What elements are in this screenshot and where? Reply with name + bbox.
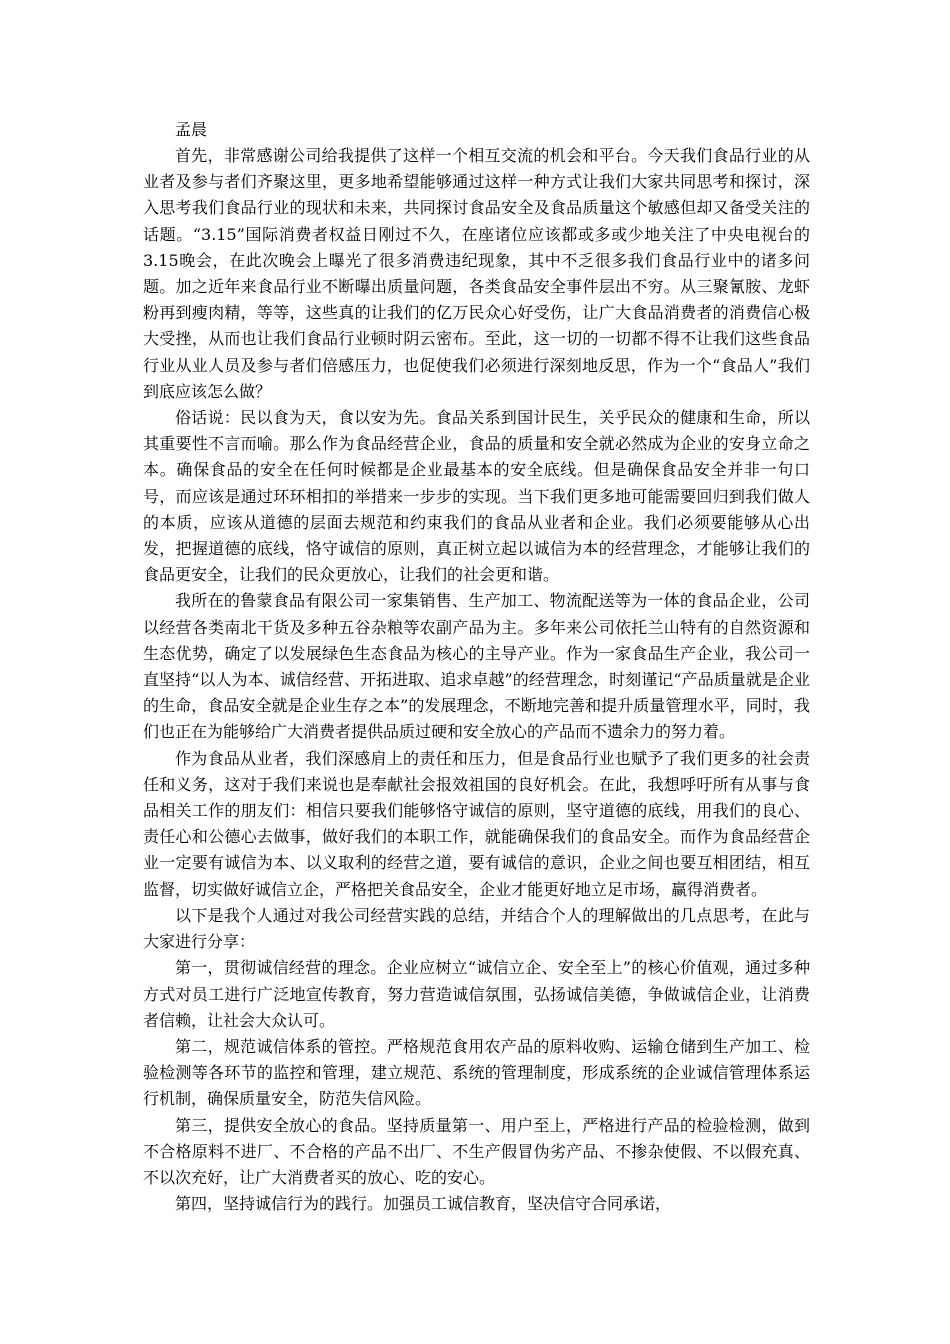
author-name: 孟晨: [175, 120, 208, 139]
paragraph-point-3: 第三，提供安全放心的食品。坚持质量第一、用户至上，严格进行产品的检验检测，做到不合格原料不进厂、不合格的产品不出厂、不生产假冒伪劣产品、不掺杂使假、不以假充真、不以次充好，让广大消费者买的放心、吃的安心。: [143, 1115, 810, 1187]
document-page: [143, 117, 810, 1217]
paragraph-summary-intro: 以下是我个人通过对我公司经营实践的总结，并结合个人的理解做出的几点思考，在此与大家进行分享：: [143, 905, 810, 952]
paragraph-point-2: 第二，规范诚信体系的管控。严格规范食用农产品的原料收购、运输仓储到生产加工、检验检测等各环节的监控和管理，建立规范、系统的管理制度，形成系统的企业诚信管理体系运行机制，确保质量安全，防范失信风险。: [143, 1036, 810, 1109]
paragraph-responsibility: 作为食品从业者，我们深感肩上的责任和压力，但是食品行业也赋予了我们更多的社会责任和义务，这对于我们来说也是奉献社会报效祖国的良好机会。在此，我想呼吁所有从事与食品相关工作的朋友们：相信只要我们能够恪守诚信的原则，坚守道德的底线，用我们的良心、责任心和公德心去做事，做好我们的本职工作，就能确保我们的食品安全。而作为食品经营企业一定要有诚信为本、以义取利的经营之道，要有诚信的意识，企业之间也要互相团结，相互监督，切实做好诚信立企，严格把关食品安全，企业才能更好地立足市场，赢得消费者。: [143, 748, 810, 899]
paragraph-intro: 首先，非常感谢公司给我提供了这样一个相互交流的机会和平台。今天我们食品行业的从业者及参与者们齐聚这里，更多地希望能够通过这样一种方式让我们大家共同思考和探讨，深入思考我们食品行业的现状和未来，共同探讨食品安全及食品质量这个敏感但却又备受关注的话题。“3.15”国际消费者权益日刚过不久，在座诸位应该都或多或少地关注了中央电视台的3.15晚会，在此次晚会上曝光了很多消费违纪现象，其中不乏很多我们食品行业中的诸多问题。加之近年来食品行业不断曝出质量问题，各类食品安全事件层出不穷。从三聚氰胺、龙虾粉再到瘦肉精，等等，这些真的让我们的亿万民众心好受伤，让广大食品消费者的消费信心极大受挫，从而也让我们食品行业顿时阴云密布。至此，这一切的一切都不得不让我们这些食品行业从业人员及参与者们倍感压力，也促使我们必须进行深刻地反思，作为一个“食品人”我们到底应该怎么做？: [143, 146, 810, 401]
paragraph-point-1: 第一，贯彻诚信经营的理念。企业应树立“诚信立企、安全至上”的核心价值观，通过多种方式对员工进行广泛地宣传教育，努力营造诚信氛围，弘扬诚信美德，争做诚信企业，让消费者信赖，让社会大众认可。: [143, 958, 810, 1030]
paragraph-food-safety: 俗话说：民以食为天，食以安为先。食品关系到国计民生，关乎民众的健康和生命，所以其重要性不言而喻。那么作为食品经营企业，食品的质量和安全就必然成为企业的安身立命之本。确保食品的安全在任何时候都是企业最基本的安全底线。但是确保食品安全并非一句口号，而应该是通过环环相扣的举措来一步步的实现。当下我们更多地可能需要回归到我们做人的本质，应该从道德的层面去规范和约束我们的食品从业者和企业。我们必须要能够从心出发，把握道德的底线，恪守诚信的原则，真正树立起以诚信为本的经营理念，才能够让我们的食品更安全，让我们的民众更放心，让我们的社会更和谐。: [143, 408, 810, 585]
paragraph-company: 我所在的鲁蒙食品有限公司一家集销售、生产加工、物流配送等为一体的食品企业，公司以经营各类南北干货及多种五谷杂粮等农副产品为主。多年来公司依托兰山特有的自然资源和生态优势，确定了以发展绿色生态食品为核心的主导产业。作为一家食品生产企业，我公司一直坚持“以人为本、诚信经营、开拓进取、追求卓越”的经营理念，时刻谨记“产品质量就是企业的生命，食品安全就是企业生存之本”的发展理念，不断地完善和提升质量管理水平，同时，我们也正在为能够给广大消费者提供品质过硬和安全放心的产品而不遗余力的努力着。: [143, 591, 810, 742]
paragraph-point-4: 第四，坚持诚信行为的践行。加强员工诚信教育，坚决信守合同承诺，: [175, 1194, 672, 1214]
